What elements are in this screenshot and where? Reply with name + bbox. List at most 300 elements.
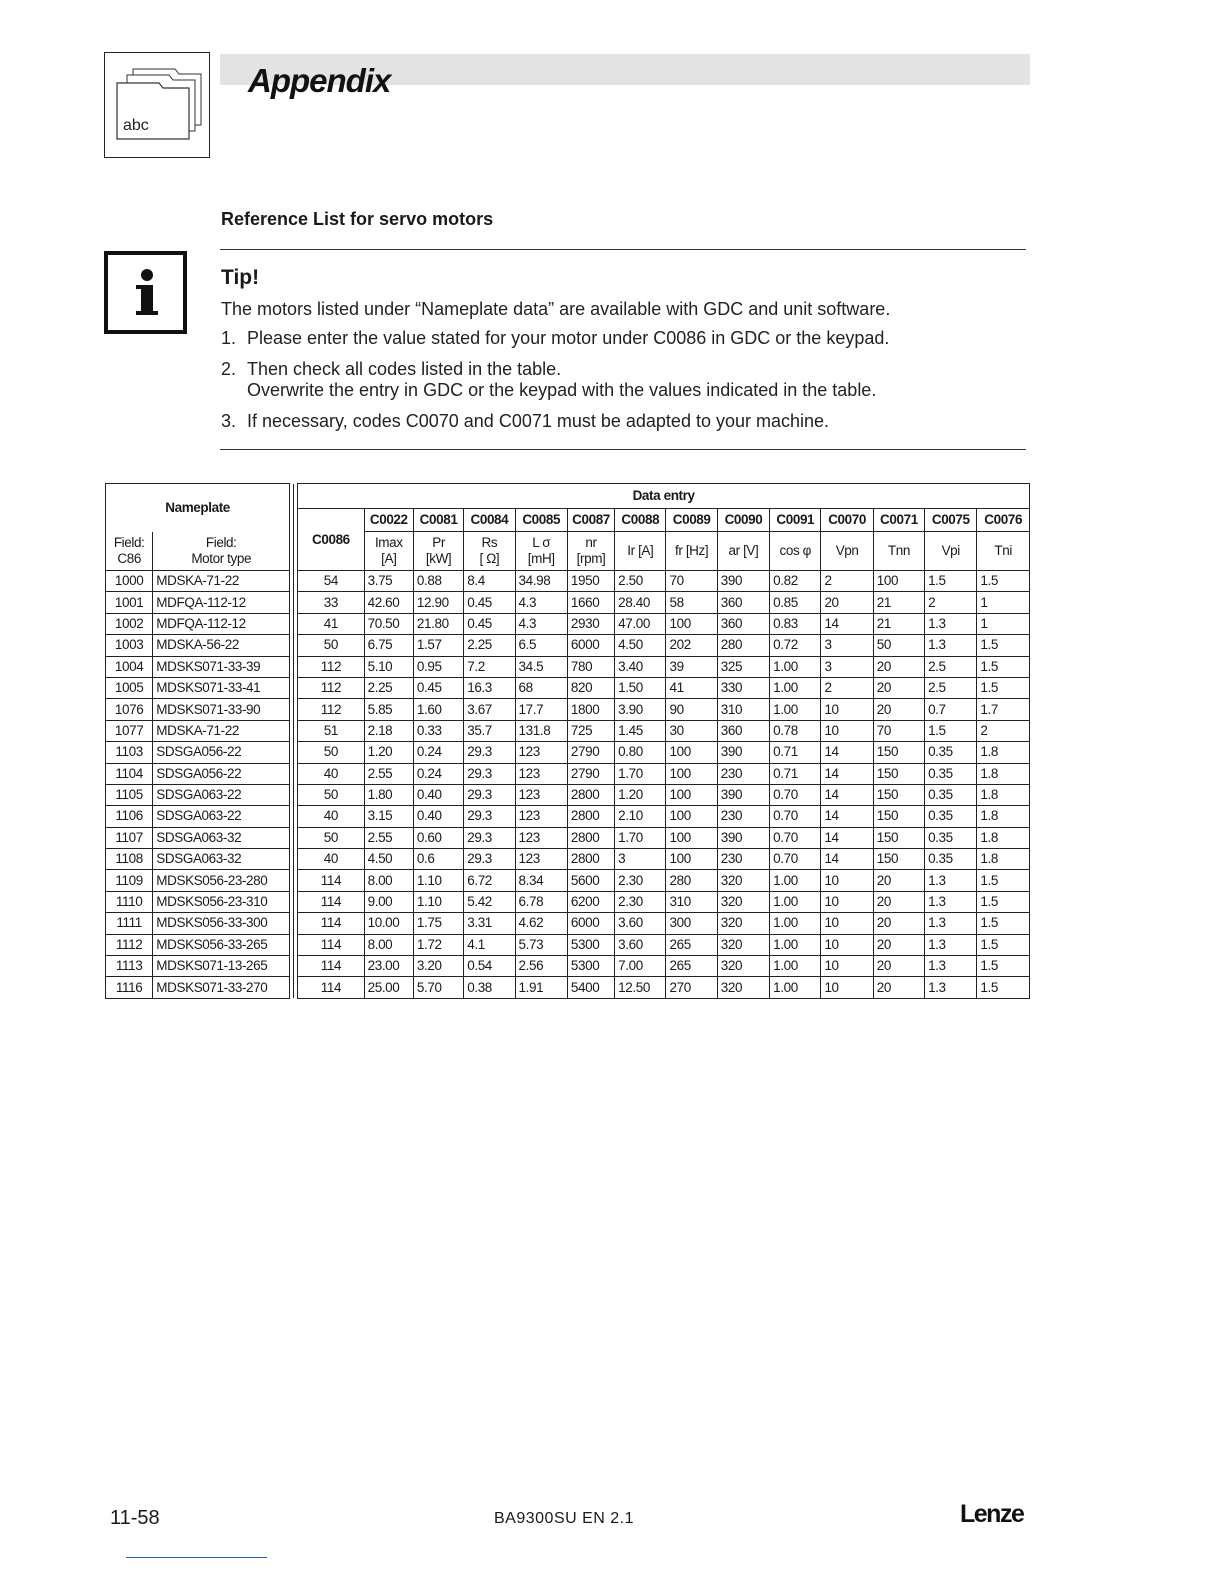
cell-value: 10 bbox=[821, 956, 873, 977]
cell-motor-type: MDSKS056-23-310 bbox=[153, 891, 290, 912]
cell-value: 1.20 bbox=[364, 742, 413, 763]
cell-value: 1.20 bbox=[615, 784, 666, 805]
header-unit: Tni bbox=[977, 532, 1030, 571]
cell-value: 0.35 bbox=[925, 827, 977, 848]
cell-value: 112 bbox=[298, 699, 364, 720]
table-row bbox=[106, 956, 1030, 977]
cell-value: 41 bbox=[298, 613, 364, 634]
cell-value: 2.5 bbox=[925, 677, 977, 698]
cell-value: 14 bbox=[821, 827, 873, 848]
cell-value: 4.50 bbox=[364, 849, 413, 870]
cell-value: 0.24 bbox=[413, 763, 463, 784]
cell-value: 1.80 bbox=[364, 784, 413, 805]
cell-value: 1 bbox=[977, 592, 1030, 613]
cell-value: 1.10 bbox=[413, 891, 463, 912]
cell-value: 114 bbox=[298, 956, 364, 977]
header-unit: nr [rpm] bbox=[567, 532, 614, 571]
cell-value: 1.3 bbox=[925, 613, 977, 634]
cell-value: 100 bbox=[666, 784, 717, 805]
table-row bbox=[106, 571, 1030, 592]
cell-value: 30 bbox=[666, 720, 717, 741]
cell-value: 70 bbox=[666, 571, 717, 592]
cell-value: 2.18 bbox=[364, 720, 413, 741]
cell-value: 310 bbox=[717, 699, 769, 720]
cell-value: 0.45 bbox=[464, 592, 515, 613]
cell-value: 40 bbox=[298, 849, 364, 870]
cell-value: 12.90 bbox=[413, 592, 463, 613]
cell-value: 2 bbox=[821, 677, 873, 698]
cell-value: 114 bbox=[298, 977, 364, 998]
header-unit: Vpn bbox=[821, 532, 873, 571]
cell-value: 7.00 bbox=[615, 956, 666, 977]
cell-value: 4.3 bbox=[515, 613, 567, 634]
cell-motor-type: MDSKS071-33-41 bbox=[153, 677, 290, 698]
cell-value: 390 bbox=[717, 742, 769, 763]
cell-value: 390 bbox=[717, 827, 769, 848]
cell-value: 50 bbox=[298, 742, 364, 763]
cell-value: 1.3 bbox=[925, 870, 977, 891]
cell-value: 112 bbox=[298, 656, 364, 677]
page-title: Appendix bbox=[248, 62, 391, 99]
table-row bbox=[106, 784, 1030, 805]
cell-value: 5.73 bbox=[515, 934, 567, 955]
cell-value: 1.5 bbox=[977, 977, 1030, 998]
cell-value: 320 bbox=[717, 913, 769, 934]
cell-value: 10 bbox=[821, 870, 873, 891]
cell-value: 20 bbox=[873, 870, 924, 891]
cell-value: 0.6 bbox=[413, 849, 463, 870]
table-row bbox=[106, 934, 1030, 955]
table-row bbox=[106, 827, 1030, 848]
cell-value: 360 bbox=[717, 613, 769, 634]
header-data-entry: Data entry bbox=[298, 484, 1030, 509]
header-code: C0022 bbox=[364, 509, 413, 532]
cell-field-c86: 1103 bbox=[106, 742, 153, 763]
header-unit: Pr [kW] bbox=[413, 532, 463, 571]
cell-value: 3.90 bbox=[615, 699, 666, 720]
cell-value: 1.3 bbox=[925, 956, 977, 977]
cell-value: 725 bbox=[567, 720, 614, 741]
cell-field-c86: 1076 bbox=[106, 699, 153, 720]
cell-value: 6.78 bbox=[515, 891, 567, 912]
cell-value: 2.25 bbox=[464, 635, 515, 656]
cell-value: 0.70 bbox=[770, 849, 821, 870]
header-unit: Rs [ Ω] bbox=[464, 532, 515, 571]
cell-value: 20 bbox=[873, 977, 924, 998]
cell-value: 2800 bbox=[567, 849, 614, 870]
cell-field-c86: 1005 bbox=[106, 677, 153, 698]
header-nameplate: Nameplate bbox=[106, 484, 290, 532]
cell-value: 21 bbox=[873, 613, 924, 634]
cell-value: 5300 bbox=[567, 956, 614, 977]
cell-value: 21.80 bbox=[413, 613, 463, 634]
cell-value: 0.82 bbox=[770, 571, 821, 592]
cell-value: 0.88 bbox=[413, 571, 463, 592]
cell-value: 265 bbox=[666, 934, 717, 955]
cell-value: 25.00 bbox=[364, 977, 413, 998]
cell-value: 14 bbox=[821, 763, 873, 784]
cell-value: 0.38 bbox=[464, 977, 515, 998]
cell-motor-type: MDSKS056-33-300 bbox=[153, 913, 290, 934]
info-icon bbox=[104, 251, 187, 334]
header-unit: Imax [A] bbox=[364, 532, 413, 571]
cell-value: 3.20 bbox=[413, 956, 463, 977]
cell-value: 1.72 bbox=[413, 934, 463, 955]
cell-value: 2.55 bbox=[364, 827, 413, 848]
cell-value: 1.5 bbox=[977, 913, 1030, 934]
cell-value: 310 bbox=[666, 891, 717, 912]
divider-bottom bbox=[220, 449, 1026, 450]
header-unit: L σ [mH] bbox=[515, 532, 567, 571]
header-unit: fr [Hz] bbox=[666, 532, 717, 571]
cell-value: 0.35 bbox=[925, 742, 977, 763]
cell-motor-type: MDSKS056-23-280 bbox=[153, 870, 290, 891]
cell-value: 70 bbox=[873, 720, 924, 741]
cell-value: 20 bbox=[873, 934, 924, 955]
cell-field-c86: 1110 bbox=[106, 891, 153, 912]
cell-value: 5300 bbox=[567, 934, 614, 955]
cell-value: 1.8 bbox=[977, 849, 1030, 870]
cell-value: 50 bbox=[298, 784, 364, 805]
cell-motor-type: SDSGA063-22 bbox=[153, 806, 290, 827]
cell-value: 1 bbox=[977, 613, 1030, 634]
header-code-c0086: C0086 bbox=[298, 509, 364, 571]
table-row bbox=[106, 720, 1030, 741]
cell-value: 114 bbox=[298, 913, 364, 934]
cell-value: 0.70 bbox=[770, 827, 821, 848]
cell-value: 131.8 bbox=[515, 720, 567, 741]
cell-value: 1.70 bbox=[615, 827, 666, 848]
cell-field-c86: 1106 bbox=[106, 806, 153, 827]
cell-value: 2800 bbox=[567, 827, 614, 848]
cell-value: 320 bbox=[717, 977, 769, 998]
cell-value: 39 bbox=[666, 656, 717, 677]
cell-value: 58 bbox=[666, 592, 717, 613]
table-row bbox=[106, 677, 1030, 698]
cell-motor-type: SDSGA063-32 bbox=[153, 827, 290, 848]
cell-value: 14 bbox=[821, 784, 873, 805]
cell-value: 10 bbox=[821, 913, 873, 934]
cell-field-c86: 1077 bbox=[106, 720, 153, 741]
cell-value: 0.70 bbox=[770, 806, 821, 827]
cell-value: 5.10 bbox=[364, 656, 413, 677]
cell-value: 123 bbox=[515, 742, 567, 763]
cell-value: 1.00 bbox=[770, 870, 821, 891]
cell-value: 0.7 bbox=[925, 699, 977, 720]
cell-value: 1.8 bbox=[977, 763, 1030, 784]
cell-value: 123 bbox=[515, 806, 567, 827]
cell-value: 70.50 bbox=[364, 613, 413, 634]
cell-value: 21 bbox=[873, 592, 924, 613]
cell-value: 28.40 bbox=[615, 592, 666, 613]
cell-value: 1.10 bbox=[413, 870, 463, 891]
cell-motor-type: MDFQA-112-12 bbox=[153, 592, 290, 613]
cell-value: 360 bbox=[717, 592, 769, 613]
cell-value: 230 bbox=[717, 849, 769, 870]
cell-value: 1.8 bbox=[977, 784, 1030, 805]
cell-value: 4.50 bbox=[615, 635, 666, 656]
cell-value: 29.3 bbox=[464, 806, 515, 827]
cell-value: 2790 bbox=[567, 763, 614, 784]
cell-field-c86: 1001 bbox=[106, 592, 153, 613]
cell-value: 1.75 bbox=[413, 913, 463, 934]
cell-value: 3.75 bbox=[364, 571, 413, 592]
brand-logo: Lenze bbox=[960, 1500, 1024, 1528]
cell-value: 0.80 bbox=[615, 742, 666, 763]
cell-value: 780 bbox=[567, 656, 614, 677]
header-unit: Vpi bbox=[925, 532, 977, 571]
cell-field-c86: 1107 bbox=[106, 827, 153, 848]
cell-value: 0.71 bbox=[770, 742, 821, 763]
cell-value: 1.00 bbox=[770, 913, 821, 934]
cell-value: 0.33 bbox=[413, 720, 463, 741]
cell-field-c86: 1111 bbox=[106, 913, 153, 934]
cell-value: 1.45 bbox=[615, 720, 666, 741]
cell-value: 1.5 bbox=[925, 720, 977, 741]
cell-value: 0.45 bbox=[464, 613, 515, 634]
cell-value: 390 bbox=[717, 571, 769, 592]
cell-value: 100 bbox=[873, 571, 924, 592]
cell-value: 29.3 bbox=[464, 827, 515, 848]
cell-value: 3 bbox=[615, 849, 666, 870]
cell-value: 820 bbox=[567, 677, 614, 698]
header-code: C0076 bbox=[977, 509, 1030, 532]
cell-value: 14 bbox=[821, 806, 873, 827]
cell-value: 1800 bbox=[567, 699, 614, 720]
cell-value: 50 bbox=[298, 827, 364, 848]
cell-value: 3.31 bbox=[464, 913, 515, 934]
cell-value: 2 bbox=[821, 571, 873, 592]
cell-value: 2930 bbox=[567, 613, 614, 634]
cell-value: 29.3 bbox=[464, 849, 515, 870]
cell-value: 35.7 bbox=[464, 720, 515, 741]
cell-value: 100 bbox=[666, 806, 717, 827]
cell-field-c86: 1113 bbox=[106, 956, 153, 977]
cell-value: 0.71 bbox=[770, 763, 821, 784]
cell-value: 4.3 bbox=[515, 592, 567, 613]
cell-value: 100 bbox=[666, 613, 717, 634]
cell-value: 33 bbox=[298, 592, 364, 613]
cell-value: 1.5 bbox=[977, 934, 1030, 955]
cell-value: 5600 bbox=[567, 870, 614, 891]
cell-value: 3 bbox=[821, 635, 873, 656]
cell-value: 1.8 bbox=[977, 742, 1030, 763]
table-row bbox=[106, 635, 1030, 656]
cell-value: 150 bbox=[873, 742, 924, 763]
cell-value: 14 bbox=[821, 849, 873, 870]
cell-value: 280 bbox=[666, 870, 717, 891]
cell-value: 3.60 bbox=[615, 934, 666, 955]
cell-field-c86: 1105 bbox=[106, 784, 153, 805]
cell-value: 1.8 bbox=[977, 806, 1030, 827]
cell-value: 8.4 bbox=[464, 571, 515, 592]
cell-value: 4.1 bbox=[464, 934, 515, 955]
cell-value: 40 bbox=[298, 763, 364, 784]
cell-value: 20 bbox=[873, 656, 924, 677]
cell-value: 1.00 bbox=[770, 956, 821, 977]
cell-value: 330 bbox=[717, 677, 769, 698]
cell-value: 0.35 bbox=[925, 849, 977, 870]
cell-value: 1.3 bbox=[925, 913, 977, 934]
cell-value: 29.3 bbox=[464, 784, 515, 805]
header-code: C0075 bbox=[925, 509, 977, 532]
cell-value: 0.35 bbox=[925, 806, 977, 827]
header-field-c86: Field: C86 bbox=[106, 532, 153, 571]
cell-value: 54 bbox=[298, 571, 364, 592]
header-code: C0070 bbox=[821, 509, 873, 532]
cell-value: 2.5 bbox=[925, 656, 977, 677]
cell-value: 100 bbox=[666, 742, 717, 763]
table-row bbox=[106, 849, 1030, 870]
cell-value: 123 bbox=[515, 763, 567, 784]
cell-value: 2800 bbox=[567, 784, 614, 805]
cell-value: 2.55 bbox=[364, 763, 413, 784]
cell-value: 20 bbox=[873, 956, 924, 977]
cell-value: 3 bbox=[821, 656, 873, 677]
cell-value: 1.5 bbox=[925, 571, 977, 592]
cell-value: 100 bbox=[666, 827, 717, 848]
header-unit: ar [V] bbox=[717, 532, 769, 571]
cell-value: 1950 bbox=[567, 571, 614, 592]
cell-value: 1.3 bbox=[925, 891, 977, 912]
cell-field-c86: 1104 bbox=[106, 763, 153, 784]
cell-value: 29.3 bbox=[464, 763, 515, 784]
cell-motor-type: SDSGA056-22 bbox=[153, 763, 290, 784]
cell-value: 8.00 bbox=[364, 870, 413, 891]
cell-value: 1.00 bbox=[770, 656, 821, 677]
header-unit: cos φ bbox=[770, 532, 821, 571]
cell-value: 1.7 bbox=[977, 699, 1030, 720]
chapter-folder-icon bbox=[104, 52, 210, 158]
page-number: 11-58 bbox=[110, 1507, 160, 1529]
cell-value: 114 bbox=[298, 934, 364, 955]
cell-value: 0.83 bbox=[770, 613, 821, 634]
cell-value: 9.00 bbox=[364, 891, 413, 912]
cell-motor-type: MDSKS071-33-270 bbox=[153, 977, 290, 998]
cell-value: 5400 bbox=[567, 977, 614, 998]
cell-value: 20 bbox=[873, 677, 924, 698]
cell-value: 360 bbox=[717, 720, 769, 741]
cell-value: 230 bbox=[717, 763, 769, 784]
cell-value: 114 bbox=[298, 870, 364, 891]
header-code: C0084 bbox=[464, 509, 515, 532]
tip-steps bbox=[221, 328, 1021, 442]
footer-link-line[interactable] bbox=[126, 1557, 267, 1558]
cell-value: 10 bbox=[821, 720, 873, 741]
cell-motor-type: MDSKA-71-22 bbox=[153, 571, 290, 592]
divider-top bbox=[220, 249, 1026, 250]
cell-value: 2 bbox=[925, 592, 977, 613]
cell-value: 6200 bbox=[567, 891, 614, 912]
cell-value: 1.60 bbox=[413, 699, 463, 720]
cell-value: 1.3 bbox=[925, 635, 977, 656]
tip-step: 2. Then check all codes listed in the table. Overwrite the entry in GDC or the keypad with the values indicated in the table. bbox=[221, 359, 877, 400]
cell-value: 40 bbox=[298, 806, 364, 827]
cell-value: 320 bbox=[717, 956, 769, 977]
cell-value: 1.5 bbox=[977, 635, 1030, 656]
cell-value: 325 bbox=[717, 656, 769, 677]
table-row bbox=[106, 806, 1030, 827]
tip-title: Tip! bbox=[221, 266, 260, 289]
cell-value: 6000 bbox=[567, 913, 614, 934]
cell-value: 300 bbox=[666, 913, 717, 934]
cell-value: 1.50 bbox=[615, 677, 666, 698]
cell-value: 42.60 bbox=[364, 592, 413, 613]
table-row bbox=[106, 891, 1030, 912]
cell-field-c86: 1000 bbox=[106, 571, 153, 592]
header-code: C0091 bbox=[770, 509, 821, 532]
cell-value: 1.3 bbox=[925, 934, 977, 955]
cell-value: 230 bbox=[717, 806, 769, 827]
table-row bbox=[106, 699, 1030, 720]
cell-value: 0.24 bbox=[413, 742, 463, 763]
cell-value: 1.00 bbox=[770, 977, 821, 998]
cell-value: 1.5 bbox=[977, 870, 1030, 891]
cell-value: 34.5 bbox=[515, 656, 567, 677]
cell-value: 10 bbox=[821, 934, 873, 955]
cell-value: 8.34 bbox=[515, 870, 567, 891]
cell-value: 1.70 bbox=[615, 763, 666, 784]
cell-value: 7.2 bbox=[464, 656, 515, 677]
cell-value: 1.5 bbox=[977, 656, 1030, 677]
header-code: C0088 bbox=[615, 509, 666, 532]
cell-value: 17.7 bbox=[515, 699, 567, 720]
tip-step: 1. Please enter the value stated for your motor under C0086 in GDC or the keypad. bbox=[221, 328, 890, 348]
cell-value: 150 bbox=[873, 806, 924, 827]
cell-motor-type: SDSGA056-22 bbox=[153, 742, 290, 763]
header-code: C0090 bbox=[717, 509, 769, 532]
header-code: C0071 bbox=[873, 509, 924, 532]
cell-value: 0.35 bbox=[925, 784, 977, 805]
cell-field-c86: 1116 bbox=[106, 977, 153, 998]
cell-value: 123 bbox=[515, 849, 567, 870]
table-row bbox=[106, 592, 1030, 613]
cell-value: 320 bbox=[717, 934, 769, 955]
cell-value: 0.95 bbox=[413, 656, 463, 677]
cell-value: 150 bbox=[873, 784, 924, 805]
cell-motor-type: MDSKA-71-22 bbox=[153, 720, 290, 741]
cell-value: 280 bbox=[717, 635, 769, 656]
cell-value: 1.91 bbox=[515, 977, 567, 998]
cell-value: 6.5 bbox=[515, 635, 567, 656]
header-code: C0085 bbox=[515, 509, 567, 532]
cell-value: 112 bbox=[298, 677, 364, 698]
cell-motor-type: MDSKA-56-22 bbox=[153, 635, 290, 656]
cell-value: 1.00 bbox=[770, 934, 821, 955]
cell-value: 8.00 bbox=[364, 934, 413, 955]
cell-value: 16.3 bbox=[464, 677, 515, 698]
cell-value: 0.40 bbox=[413, 784, 463, 805]
cell-value: 12.50 bbox=[615, 977, 666, 998]
header-field-motor-type: Field: Motor type bbox=[153, 532, 290, 571]
servo-motor-reference-table bbox=[105, 483, 1030, 999]
table-row bbox=[106, 913, 1030, 934]
cell-value: 2.30 bbox=[615, 891, 666, 912]
cell-value: 390 bbox=[717, 784, 769, 805]
document-reference: BA9300SU EN 2.1 bbox=[494, 1510, 635, 1527]
cell-value: 6000 bbox=[567, 635, 614, 656]
header-code: C0087 bbox=[567, 509, 614, 532]
cell-value: 6.72 bbox=[464, 870, 515, 891]
cell-value: 2.50 bbox=[615, 571, 666, 592]
cell-value: 2.56 bbox=[515, 956, 567, 977]
cell-value: 3.40 bbox=[615, 656, 666, 677]
cell-value: 10 bbox=[821, 891, 873, 912]
cell-value: 2 bbox=[977, 720, 1030, 741]
cell-value: 47.00 bbox=[615, 613, 666, 634]
cell-field-c86: 1002 bbox=[106, 613, 153, 634]
cell-value: 2800 bbox=[567, 806, 614, 827]
